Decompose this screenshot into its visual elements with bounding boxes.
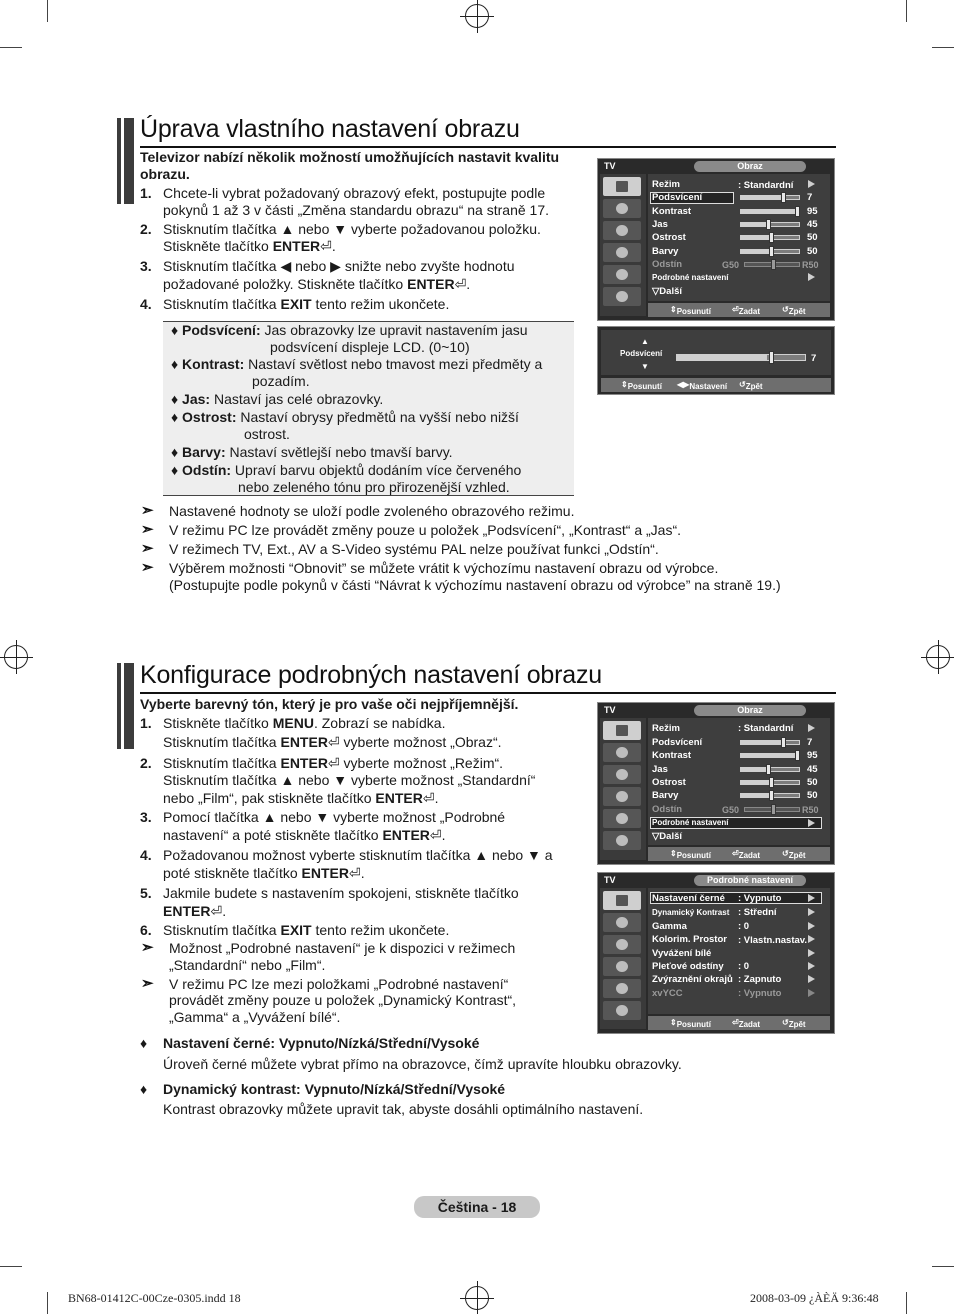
arrow-right-icon	[808, 894, 815, 902]
more-indicator: ▽Další	[652, 286, 683, 297]
picture-icon	[603, 891, 641, 910]
setup-icon	[603, 787, 641, 806]
enter-icon: ⏎	[429, 827, 442, 843]
menu-value: R50	[802, 805, 819, 815]
step-text: nebo „Film“, pak stiskněte tlačítko ENTER⏎.	[163, 790, 439, 806]
application-icon	[603, 1001, 641, 1020]
step-text: Stisknutím tlačítka ▲ nebo ▼ vyberte požadovanou položku.	[163, 221, 541, 237]
step-number: 2.	[140, 221, 152, 237]
menu-panel	[648, 718, 830, 845]
return-hint: ↺ Zpět	[782, 849, 806, 860]
arrow-right-icon	[808, 922, 815, 930]
menu-item-kontrast: Kontrast	[652, 750, 692, 761]
step-number: 4.	[140, 296, 152, 312]
slider	[740, 793, 800, 798]
note-text: V režimu PC lze mezi položkami „Podrobné nastavení“	[169, 976, 509, 992]
menu-value: : Standardní	[738, 723, 794, 734]
menu-item-ostrost: Ostrost	[652, 232, 686, 243]
menu-item-jas: Jas	[652, 219, 668, 230]
step-number: 5.	[140, 885, 152, 901]
slider	[740, 780, 800, 785]
menu-item: Gamma	[652, 921, 687, 932]
picture-icon	[603, 721, 641, 740]
step-number: 4.	[140, 847, 152, 863]
slider-fill	[741, 196, 782, 199]
tv-slider-screen	[597, 326, 835, 395]
step-text: Stisknutím tlačítka ▲ nebo ▼ vyberte možnost „Standardní“	[163, 772, 536, 788]
enter-icon: ⏎	[327, 755, 340, 771]
arrow-right-icon	[808, 908, 815, 916]
note-arrow-icon: ➣	[141, 540, 154, 557]
enter-hint: ⏎ Zadat	[732, 1018, 761, 1029]
menu-item-odstin: Odstín	[652, 804, 683, 815]
step-text: požadované položky. Stiskněte tlačítko ENTER⏎.	[163, 276, 471, 292]
channel-icon	[603, 765, 641, 784]
intro-text: Televizor nabízí několik možností umožňujících nastavit kvalitu	[140, 149, 560, 165]
menu-value: : 0	[738, 921, 750, 932]
enter-icon: ⏎	[320, 238, 332, 254]
step-text: Stiskněte tlačítko ENTER⏎.	[163, 238, 336, 254]
channel-icon	[603, 221, 641, 240]
registration-mark-icon	[4, 645, 28, 669]
crop-mark	[906, 0, 907, 22]
arrow-right-icon	[808, 975, 815, 983]
enter-key-label: ENTER	[272, 238, 321, 254]
crop-mark	[47, 1292, 48, 1314]
slider	[744, 807, 800, 812]
slider-fill	[677, 355, 767, 360]
setup-icon	[603, 243, 641, 262]
note-text: „Standardní“ nebo „Film“.	[169, 957, 326, 973]
step-number: 1.	[140, 185, 152, 201]
registration-mark-icon	[926, 645, 950, 669]
step-number: 3.	[140, 809, 152, 825]
tv-menu-screen	[597, 702, 835, 865]
info-item: podsvícení displeje LCD. (0~10)	[270, 339, 470, 355]
menu-value: 7	[807, 737, 813, 748]
menu-value: 7	[807, 192, 813, 203]
arrow-right-icon	[808, 962, 815, 970]
slider-knob	[769, 232, 774, 243]
slider-knob	[766, 219, 771, 230]
step-number: 2.	[140, 755, 152, 771]
more-indicator: ▽Další	[652, 831, 683, 842]
step-text: Stisknutím tlačítka EXIT tento režim ukončete.	[163, 922, 450, 938]
sound-icon	[603, 743, 641, 762]
menu-value: 45	[807, 764, 818, 775]
enter-icon: ⏎	[210, 903, 223, 919]
info-item: ♦ Kontrast: Nastaví světlost nebo tmavost mezi předměty a	[171, 356, 543, 372]
arrow-right-icon	[808, 819, 815, 827]
menu-footer	[648, 1016, 830, 1030]
info-item: pozadím.	[252, 373, 310, 389]
menu-value: 50	[807, 790, 818, 801]
slider-fill	[741, 781, 770, 784]
step-text: Stisknutím tlačítka ENTER⏎ vyberte možnost „Obraz“.	[163, 734, 502, 750]
note-arrow-icon: ➣	[141, 521, 154, 538]
info-item: ♦ Odstín: Upraví barvu objektů dodáním více červeného	[171, 462, 522, 478]
menu-header: Podrobné nastavení	[694, 875, 806, 886]
subsection-title: Dynamický kontrast: Vypnuto/Nízká/Střední/Vysoké	[163, 1081, 506, 1097]
menu-value: : Standardní	[738, 180, 794, 191]
menu-value: 45	[807, 219, 818, 230]
picture-icon	[603, 177, 641, 196]
menu-item-rezim: Režim	[652, 179, 680, 190]
menu-value: : Střední	[738, 907, 777, 918]
menu-item-ostrost: Ostrost	[652, 777, 686, 788]
body-text: Kontrast obrazovky můžete upravit tak, abyste dosáhli optimálního nastavení.	[163, 1101, 644, 1117]
tv-label: TV	[604, 161, 616, 171]
menu-item: Zvýraznění okrajů	[652, 974, 733, 985]
section-marker	[124, 118, 134, 204]
menu-value: : Vypnuto	[738, 893, 782, 904]
enter-key-label: ENTER	[407, 276, 455, 292]
slider-label: Podsvícení	[620, 349, 663, 358]
step-number: 1.	[140, 715, 152, 731]
slider-fill	[741, 754, 796, 757]
body-text: Úroveň černé můžete vybrat přímo na obrazovce, čímž upravíte hloubku obrazovky.	[163, 1056, 682, 1072]
slider-knob	[795, 206, 800, 217]
return-hint: ↺ Zpět	[782, 305, 806, 316]
tv-label: TV	[604, 705, 616, 715]
section-marker	[117, 118, 121, 204]
sound-icon	[603, 913, 641, 932]
info-item: ♦ Barvy: Nastaví světlejší nebo tmavší barvy.	[171, 444, 453, 460]
menu-item-barvy: Barvy	[652, 790, 679, 801]
setup-icon	[603, 957, 641, 976]
menu-item-podrobne: Podrobné nastavení	[652, 818, 729, 827]
step-text: Stiskněte tlačítko MENU. Zobrazí se nabídka.	[163, 715, 446, 731]
enter-icon: ⏎	[454, 276, 467, 292]
menu-header: Obraz	[694, 705, 806, 716]
crop-mark	[47, 0, 48, 22]
slider	[740, 249, 800, 254]
slider-knob	[781, 737, 786, 748]
menu-value: R50	[802, 260, 819, 270]
move-hint: ⇕ Posunutí	[670, 305, 711, 316]
step-text: Pomocí tlačítka ▲ nebo ▼ vyberte možnost „Podrobné	[163, 809, 506, 825]
note-arrow-icon: ➣	[141, 502, 154, 519]
info-item: ♦ Ostrost: Nastaví obrysy předmětů na vyšší nebo nižší	[171, 409, 519, 425]
menu-value: : Vypnuto	[738, 988, 782, 999]
tv-menu-screen	[597, 158, 835, 321]
step-text: ENTER⏎.	[163, 903, 227, 919]
step-text: Požadovanou možnost vyberte stisknutím tlačítka ▲ nebo ▼ a	[163, 847, 553, 863]
print-footer-right: 2008-03-09 ¿ÀÈÄ 9:36:48	[750, 1291, 879, 1305]
enter-icon: ⏎	[348, 865, 361, 881]
down-arrow-icon: ▼	[641, 362, 649, 371]
menu-item-odstin: Odstín	[652, 259, 683, 270]
crop-mark	[932, 1266, 954, 1267]
arrow-right-icon	[808, 949, 815, 957]
step-text: pokynů 1 až 3 v části „Změna standardu obrazu“ na straně 17.	[163, 202, 549, 218]
crop-mark	[906, 1292, 907, 1314]
slider	[740, 753, 800, 758]
slider-knob	[795, 750, 800, 761]
arrow-right-icon	[808, 989, 815, 997]
step-text: nastavení“ a poté stiskněte tlačítko ENTER⏎.	[163, 827, 446, 843]
note-text: provádět změny pouze u položek „Dynamický Kontrast“,	[169, 992, 517, 1008]
registration-mark-icon	[465, 1286, 489, 1310]
subsection-title: Nastavení černé: Vypnuto/Nízká/Střední/Vysoké	[163, 1035, 480, 1051]
slider-knob	[769, 777, 774, 788]
enter-icon: ⏎	[327, 734, 340, 750]
up-arrow-icon: ▲	[641, 337, 649, 346]
crop-mark	[932, 47, 954, 48]
print-footer-left: BN68-01412C-00Cze-0305.indd 18	[68, 1291, 241, 1305]
menu-header: Obraz	[694, 161, 806, 172]
note-arrow-icon: ➣	[141, 559, 154, 576]
step-text: Chcete-li vybrat požadovaný obrazový efekt, postupujte podle	[163, 185, 546, 201]
menu-value: 95	[807, 750, 818, 761]
slider-fill	[741, 210, 796, 213]
note-text: Nastavené hodnoty se uloží podle zvoleného obrazového režimu.	[169, 503, 575, 519]
enter-icon: ⏎	[422, 790, 435, 806]
section-marker	[124, 663, 134, 749]
slider	[744, 262, 800, 267]
enter-hint: ⏎ Zadat	[732, 849, 761, 860]
page-number-badge: Čeština - 18	[414, 1196, 540, 1218]
menu-value: 95	[807, 206, 818, 217]
adjust-hint: ◀▶ Nastavení	[677, 380, 728, 391]
move-hint: ⇕ Posunutí	[670, 1018, 711, 1029]
menu-item: Pleťové odstíny	[652, 961, 724, 972]
slider-fill	[741, 236, 770, 239]
slider-knob	[769, 246, 774, 257]
menu-panel	[648, 888, 830, 1014]
note-text: V režimu PC lze provádět změny pouze u položek „Podsvícení“, „Kontrast“ a „Jas“.	[169, 522, 681, 538]
move-hint: ⇕ Posunutí	[621, 380, 662, 391]
menu-item: Kolorim. Prostor	[652, 934, 727, 945]
slider-knob	[766, 764, 771, 775]
arrow-right-icon	[808, 724, 815, 732]
menu-value: 50	[807, 777, 818, 788]
menu-value: : 0	[738, 961, 750, 972]
info-item: ostrost.	[244, 426, 290, 442]
menu-item-podsviceni: Podsvícení	[652, 737, 703, 748]
info-item: ♦ Podsvícení: Jas obrazovky lze upravit nastavením jasu	[171, 322, 528, 338]
slider-fill	[741, 250, 770, 253]
menu-value: : Vlastn.nastav.	[738, 935, 807, 946]
slider-fill	[741, 768, 767, 771]
menu-value: 50	[807, 246, 818, 257]
input-icon	[603, 979, 641, 998]
menu-value: : Zapnuto	[738, 974, 782, 985]
step-text: Stisknutím tlačítka EXIT tento režim ukončete.	[163, 296, 450, 312]
slider-knob	[769, 790, 774, 801]
slider	[740, 195, 800, 200]
move-hint: ⇕ Posunutí	[670, 849, 711, 860]
crop-mark	[0, 1266, 22, 1267]
slider-fill	[741, 741, 782, 744]
input-icon	[603, 265, 641, 284]
menu-sidebar	[600, 718, 646, 860]
menu-item: Nastavení černé	[652, 893, 725, 904]
slider-knob	[771, 804, 776, 815]
section-title: Úprava vlastního nastavení obrazu	[140, 115, 520, 143]
menu-value: G50	[722, 260, 740, 270]
intro-text: Vyberte barevný tón, který je pro vaše oči nejpříjemnější.	[140, 696, 519, 712]
section-rule	[140, 146, 836, 148]
slider-knob	[771, 259, 776, 270]
note-text: Možnost „Podrobné nastavení“ je k dispozici v režimech	[169, 940, 516, 956]
note-text: „Gamma“ a „Vyvážení bílé“.	[169, 1009, 341, 1025]
arrow-right-icon	[808, 935, 815, 943]
application-icon	[603, 287, 641, 306]
slider	[740, 209, 800, 214]
intro-text: obrazu.	[140, 166, 190, 182]
arrow-right-icon	[808, 273, 815, 281]
menu-sidebar	[600, 888, 646, 1029]
note-arrow-icon: ➣	[141, 939, 154, 956]
menu-item-podrobne: Podrobné nastavení	[652, 273, 729, 282]
info-item: ♦ Jas: Nastaví jas celé obrazovky.	[171, 391, 384, 407]
return-hint: ↺ Zpět	[782, 1018, 806, 1029]
note-text: V režimech TV, Ext., AV a S-Video systému PAL nelze používat funkci „Odstín“.	[169, 541, 659, 557]
section-rule	[140, 692, 836, 694]
menu-item: Dynamický Kontrast	[652, 908, 730, 917]
step-text: Jakmile budete s nastavením spokojeni, stiskněte tlačítko	[163, 885, 519, 901]
enter-hint: ⏎ Zadat	[732, 305, 761, 316]
registration-mark-icon	[465, 4, 489, 28]
tv-menu-screen	[597, 872, 835, 1034]
arrow-right-icon	[808, 180, 815, 188]
bullet-icon: ♦	[140, 1035, 148, 1051]
slider-value: 7	[811, 353, 817, 364]
slider	[740, 222, 800, 227]
menu-item-rezim: Režim	[652, 723, 680, 734]
menu-panel	[648, 174, 830, 301]
section-title: Konfigurace podrobných nastavení obrazu	[140, 661, 602, 689]
slider	[740, 740, 800, 745]
menu-item: xvYCC	[652, 988, 683, 999]
application-icon	[603, 831, 641, 850]
slider-fill	[741, 794, 770, 797]
return-hint: ↺ Zpět	[739, 380, 763, 391]
menu-item-podsviceni: Podsvícení	[652, 192, 703, 203]
step-text: poté stiskněte tlačítko ENTER⏎.	[163, 865, 365, 881]
channel-icon	[603, 935, 641, 954]
menu-item-barvy: Barvy	[652, 246, 679, 257]
note-text: Výběrem možnosti “Obnovit” se můžete vrátit k výchozímu nastavení obrazu od výrobce.	[169, 560, 719, 576]
menu-item: Vyvážení bílé	[652, 948, 712, 959]
menu-footer	[648, 303, 830, 317]
note-text: (Postupujte podle pokynů v části “Návrat k výchozímu nastavení obrazu od výrobce” na straně 19.)	[169, 577, 781, 593]
menu-value: 50	[807, 232, 818, 243]
menu-value: G50	[722, 805, 740, 815]
step-number: 3.	[140, 258, 152, 274]
note-arrow-icon: ➣	[141, 975, 154, 992]
slider-knob	[769, 351, 774, 364]
menu-item-kontrast: Kontrast	[652, 206, 692, 217]
slider	[740, 767, 800, 772]
menu-footer	[648, 847, 830, 861]
menu-sidebar	[600, 174, 646, 316]
menu-footer	[601, 378, 831, 392]
step-number: 6.	[140, 922, 152, 938]
slider	[740, 235, 800, 240]
input-icon	[603, 809, 641, 828]
step-text: Stisknutím tlačítka ENTER⏎ vyberte možnost „Režim“.	[163, 755, 504, 771]
crop-mark	[0, 47, 22, 48]
bullet-icon: ♦	[140, 1081, 148, 1097]
sound-icon	[603, 199, 641, 218]
slider-fill	[741, 223, 767, 226]
step-text: Stisknutím tlačítka ◀ nebo ▶ snižte nebo zvyšte hodnotu	[163, 258, 515, 274]
info-item: nebo zeleného tónu pro přirozenější vzhled.	[238, 479, 510, 495]
slider-knob	[781, 192, 786, 203]
menu-item-jas: Jas	[652, 764, 668, 775]
backlight-slider	[676, 354, 806, 361]
tv-label: TV	[604, 875, 616, 885]
section-marker	[117, 663, 121, 749]
